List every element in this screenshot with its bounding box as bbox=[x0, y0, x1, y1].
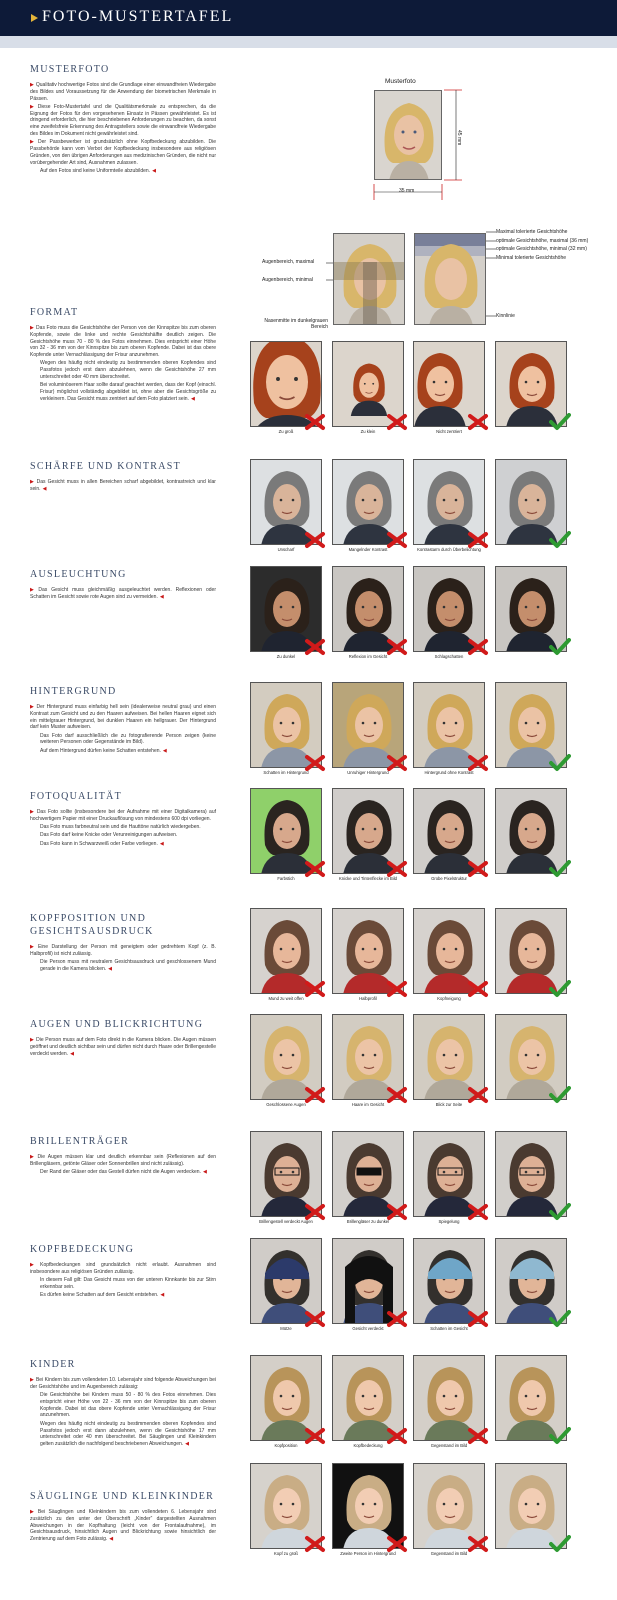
section-9 bbox=[30, 1243, 216, 1300]
reject-cross-icon bbox=[304, 1086, 326, 1104]
photo-row bbox=[250, 459, 590, 555]
approve-check-icon bbox=[549, 754, 571, 772]
photo-row bbox=[250, 1014, 590, 1110]
paragraph: Das Foto muss farbneutral sein und die Hauttöne natürlich wiedergeben. bbox=[40, 824, 201, 831]
reject-cross-icon bbox=[467, 754, 489, 772]
header-bar bbox=[0, 0, 617, 36]
section-10 bbox=[30, 1358, 216, 1449]
photo-caption: Blick zur Seite bbox=[435, 1102, 463, 1107]
example-photo bbox=[495, 341, 567, 437]
header-arrow-icon bbox=[31, 14, 38, 22]
example-photo bbox=[495, 566, 567, 662]
label-min-face-height: Minimal tolerierte Gesichtshöhe bbox=[496, 255, 567, 261]
paragraph: ▶ Das Gesicht muss gleichmäßig ausgeleuchtet werden. Reflexionen oder Schatten im Gesicht sowie rote Augen sind zu vermeiden. ◀ bbox=[30, 587, 216, 600]
section-title: FORMAT bbox=[30, 307, 79, 318]
photo-caption: Kopf zu groß bbox=[274, 1551, 298, 1556]
reject-cross-icon bbox=[304, 1535, 326, 1553]
photo-row bbox=[250, 1463, 590, 1559]
label-opt-max: optimale Gesichtshöhe, maximal (36 mm) bbox=[496, 238, 589, 244]
reject-cross-icon bbox=[386, 638, 408, 656]
photo-row bbox=[250, 788, 590, 884]
example-photo bbox=[413, 1355, 485, 1451]
paragraph: ▶ Das Foto muss die Gesichtshöhe der Person von der Kinnspitze bis zum oberen Kopfende, sowie die linke und rechte Gesichtshälfte deutlich zeigen. Die Gesichtshöhe muss 70 - 80 % des Fotos einnehmen. Dies entspricht einer Höhe von 32 - 36 mm von der Kinnspitze bis zum oberen Kopfende. Dabei ist das obere Kopfende unter Vernachlässigung der Frisur anzunehmen. bbox=[30, 325, 216, 359]
reject-cross-icon bbox=[304, 754, 326, 772]
paragraph: ▶ Bei Säuglingen und Kleinkindern bis zum vollendeten 6. Lebensjahr sind zusätzlich zu den unter der Überschrift „Kinder“ dargestellten Ausnahmen Abweichungen in der Kopfhaltung (leicht von der Frontalaufnahme), im Gesichtsausdruck, hinsichtlich Augen und Blickrichtung sowie hinsichtlich der Zentrierung auf dem Foto zulässig. ◀ bbox=[30, 1509, 216, 1543]
measure-guide-lines bbox=[300, 228, 500, 338]
section-11 bbox=[30, 1490, 216, 1544]
section-title: HINTERGRUND bbox=[30, 686, 117, 697]
paragraph: Auf den Fotos sind keine Uniformteile abzubilden. ◀ bbox=[40, 168, 156, 175]
label-nose-center: Nasenmitte im dunkelgrauen Bereich bbox=[264, 318, 328, 330]
section-5 bbox=[30, 790, 216, 849]
section-title: FOTOQUALITÄT bbox=[30, 791, 123, 802]
section-title: KINDER bbox=[30, 1359, 76, 1370]
reject-cross-icon bbox=[304, 980, 326, 998]
photo-row bbox=[250, 1238, 590, 1334]
paragraph: ▶ Das Gesicht muss in allen Bereichen scharf abgebildet, kontrastreich und klar sein. ◀ bbox=[30, 479, 216, 492]
photo-caption: Unruhiger Hintergrund bbox=[347, 770, 389, 775]
example-photo bbox=[332, 1463, 404, 1559]
paragraph: Die Person muss mit neutralem Gesichtsausdruck und geschlossenem Mund gerade in die Kamera blicken. ◀ bbox=[40, 959, 216, 972]
example-photo bbox=[495, 908, 567, 1004]
reject-cross-icon bbox=[304, 413, 326, 431]
section-title: AUGEN UND BLICKRICHTUNG bbox=[30, 1019, 204, 1030]
reject-cross-icon bbox=[386, 1310, 408, 1328]
photo-caption: Unscharf bbox=[277, 547, 295, 552]
example-photo bbox=[413, 788, 485, 884]
header-subbar bbox=[0, 36, 617, 48]
example-photo bbox=[250, 1014, 322, 1110]
photo-row bbox=[250, 908, 590, 1004]
label-eye-max: Augenbereich, maximal bbox=[262, 259, 315, 265]
photo-caption: Gegenstand im Bild bbox=[430, 1443, 468, 1448]
reject-cross-icon bbox=[467, 980, 489, 998]
section-1 bbox=[30, 306, 216, 404]
approve-check-icon bbox=[549, 1310, 571, 1328]
paragraph: Das Foto darf keine Knicke oder Verunreinigungen aufweisen. bbox=[40, 832, 178, 839]
example-photo bbox=[250, 788, 322, 884]
photo-caption: Gegenstand im Bild bbox=[430, 1551, 468, 1556]
example-photo bbox=[413, 1014, 485, 1110]
photo-caption: Nicht zentriert bbox=[436, 429, 462, 434]
example-photo bbox=[332, 1014, 404, 1110]
section-title: KOPFPOSITION UND GESICHTSAUSDRUCK bbox=[30, 913, 154, 937]
example-photo bbox=[495, 788, 567, 884]
example-photo bbox=[250, 1131, 322, 1227]
label-max-face-height: Maximal tolerierte Gesichtshöhe bbox=[496, 229, 568, 235]
example-photo bbox=[332, 566, 404, 662]
reject-cross-icon bbox=[467, 413, 489, 431]
reject-cross-icon bbox=[304, 1203, 326, 1221]
photo-row bbox=[250, 682, 590, 778]
photo-row bbox=[250, 566, 590, 662]
section-8 bbox=[30, 1135, 216, 1177]
section-musterfoto bbox=[30, 63, 216, 176]
photo-caption: Mütze bbox=[280, 1326, 292, 1331]
example-photo bbox=[250, 908, 322, 1004]
approve-check-icon bbox=[549, 1086, 571, 1104]
section-2 bbox=[30, 460, 216, 494]
paragraph: ▶ Eine Darstellung der Person mit geneigtem oder gedrehtem Kopf (z. B. Halbprofil) ist nicht zulässig. bbox=[30, 944, 216, 957]
paragraph: Das Foto darf ausschließlich die zu fotografierende Person zeigen (keine weiteren Personen oder Gegenstände im Bild). bbox=[40, 732, 216, 746]
approve-check-icon bbox=[549, 1535, 571, 1553]
paragraph: ▶ Der Passbewerber ist grundsätzlich ohne Kopfbedeckung abzubilden. Die Passbehörde kann vom Verbot der Kopfbedeckung insbesondere aus religiösen Gründen, von den übrigen Anforderungen aus medizinischen Gründen, die nicht nur vorübergehender Art sind, Ausnahmen zulassen. bbox=[30, 139, 216, 166]
section-7 bbox=[30, 1018, 216, 1059]
paragraph: ▶ Qualitativ hochwertige Fotos sind die Grundlage einer einwandfreien Wiedergabe des Bildes und Voraussetzung für die Anwendung der biometrischen Merkmale in Pässen. bbox=[30, 82, 216, 102]
example-photo bbox=[332, 341, 404, 437]
paragraph: Die Gesichtshöhe bei Kindern muss 50 - 80 % des Fotos einnehmen. Dies entspricht einer Höhe von 22 - 36 mm von der Kinnspitze bis zum oberen Kopfende. Dabei ist das obere Kopfende unter Vernachlässigung der Frisur anzunehmen. bbox=[40, 1392, 216, 1419]
example-photo bbox=[250, 341, 322, 437]
photo-row bbox=[250, 1131, 590, 1227]
example-photo bbox=[413, 341, 485, 437]
example-photo bbox=[495, 1463, 567, 1559]
photo-caption: Zu groß bbox=[278, 429, 294, 434]
example-photo bbox=[332, 1131, 404, 1227]
photo-caption: Knicke und Tintenflecke im Bild bbox=[339, 876, 397, 881]
reject-cross-icon bbox=[304, 531, 326, 549]
example-photo bbox=[413, 682, 485, 778]
reject-cross-icon bbox=[467, 1310, 489, 1328]
example-photo bbox=[332, 908, 404, 1004]
photo-caption: Farbstich bbox=[277, 876, 295, 881]
photo-caption: Kopfbedeckung bbox=[353, 1443, 383, 1448]
example-photo bbox=[495, 682, 567, 778]
section-4 bbox=[30, 685, 216, 756]
example-photo bbox=[413, 1463, 485, 1559]
photo-caption: Kopfposition bbox=[274, 1443, 298, 1448]
approve-check-icon bbox=[549, 860, 571, 878]
label-chin-line: Kinnlinie bbox=[496, 313, 515, 319]
paragraph: ▶ Die Person muss auf dem Foto direkt in die Kamera blicken. Die Augen müssen geöffnet und deutlich sichtbar sein und dürfen nicht durch Haare oder Brillengestelle verdeckt werden. ◀ bbox=[30, 1037, 216, 1057]
example-photo bbox=[332, 1238, 404, 1334]
approve-check-icon bbox=[549, 638, 571, 656]
photo-caption: Schatten im Hintergrund bbox=[263, 770, 309, 775]
photo-caption: Haare im Gesicht bbox=[351, 1102, 385, 1107]
photo-caption: Geschlossene Augen bbox=[266, 1102, 306, 1107]
section-title: MUSTERFOTO bbox=[30, 64, 110, 75]
reject-cross-icon bbox=[386, 1086, 408, 1104]
photo-caption: Brillengläser zu dunkel bbox=[346, 1219, 390, 1224]
example-photo bbox=[250, 1355, 322, 1451]
example-photo bbox=[413, 908, 485, 1004]
paragraph: Bei voluminöserem Haar sollte darauf geachtet werden, dass der Kopf (einschl. Frisur) möglichst vollständig abgebildet ist, ohne aber die Gesichtsgröße zu verkleinern. Das Gesicht muss zentriert auf dem Foto platziert sein. ◀ bbox=[40, 382, 216, 402]
paragraph: Es dürfen keine Schatten auf dem Gesicht entstehen. ◀ bbox=[40, 1292, 165, 1299]
photo-caption: Grobe Pixelstruktur bbox=[431, 876, 467, 881]
example-photo bbox=[250, 1463, 322, 1559]
photo-caption: Mangelnder Kontrast bbox=[348, 547, 388, 552]
section-title: AUSLEUCHTUNG bbox=[30, 569, 127, 580]
example-photo bbox=[413, 459, 485, 555]
photo-caption: Schatten im Gesicht bbox=[430, 1326, 468, 1331]
reject-cross-icon bbox=[386, 980, 408, 998]
sample-photo-label: Musterfoto bbox=[385, 78, 416, 85]
reject-cross-icon bbox=[467, 638, 489, 656]
reject-cross-icon bbox=[304, 638, 326, 656]
paragraph: ▶ Der Hintergrund muss einfarbig hell sein (idealerweise neutral grau) und einen Kontrast zum Gesicht und zu den Haaren aufweisen. Bei hellen Haaren eignet sich ein mittelgrauer Hintergrund, bei dunklen Haaren ein hellgrauer. Der Hintergrund darf kein Muster aufweisen. bbox=[30, 704, 216, 731]
example-photo bbox=[332, 1355, 404, 1451]
section-title: SÄUGLINGE UND KLEINKINDER bbox=[30, 1491, 215, 1502]
example-photo bbox=[495, 1131, 567, 1227]
photo-caption: Kontrastarm durch Überbelichtung bbox=[417, 547, 481, 552]
example-photo bbox=[495, 1014, 567, 1110]
section-title: BRILLENTRÄGER bbox=[30, 1136, 130, 1147]
paragraph: Auf dem Hintergrund dürfen keine Schatten entstehen. ◀ bbox=[40, 747, 167, 754]
example-photo bbox=[495, 1238, 567, 1334]
sample-dimension-lines bbox=[372, 86, 472, 206]
photo-row bbox=[250, 341, 590, 437]
paragraph: Der Rand der Gläser oder das Gestell dürfen nicht die Augen verdecken. ◀ bbox=[40, 1169, 207, 1176]
example-photo bbox=[413, 566, 485, 662]
approve-check-icon bbox=[549, 1427, 571, 1445]
width-label: 35 mm bbox=[399, 188, 415, 194]
example-photo bbox=[413, 1131, 485, 1227]
reject-cross-icon bbox=[386, 754, 408, 772]
paragraph: ▶ Diese Foto-Mustertafel und die Qualitätsmerkmale zu entsprechen, da die Eignung der Fotos für den vorgesehenen Einsatz in Pässen gewährleistet. Es ist dringend erforderlich, die hier beschriebenen Anforderungen zu beachten, da sonst eine zweifelsfreie Erkennung des Antragstellers sowie die einwandfreie Wiedergabe des Bildes im Dokument nicht gewährleistet sind. bbox=[30, 103, 216, 138]
reject-cross-icon bbox=[304, 1427, 326, 1445]
example-photo bbox=[250, 459, 322, 555]
reject-cross-icon bbox=[386, 1427, 408, 1445]
example-photo bbox=[250, 682, 322, 778]
reject-cross-icon bbox=[386, 413, 408, 431]
photo-caption: Reflexion im Gesicht bbox=[348, 654, 388, 659]
reject-cross-icon bbox=[467, 860, 489, 878]
photo-caption: Zu dunkel bbox=[276, 654, 296, 659]
paragraph: ▶ Das Foto sollte (insbesondere bei der Aufnahme mit einer Digitalkamera) auf hochwertigem Papier mit einer Druckauflösung von mindestens 600 dpi vorliegen. bbox=[30, 809, 216, 822]
paragraph: Wegen des häufig nicht eindeutig zu bestimmenden oberen Kopfendes sind Passfotos jedoch erst dann abzulehnen, wenn die Gesichtshöhe 17 mm unterschreitet oder 40 mm überschreitet. Bei Säuglingen und Kleinkindern gelten zusätzlich die nachfolgend beschriebenen Abweichungen. ◀ bbox=[40, 1420, 216, 1448]
photo-caption: Gesicht verdeckt bbox=[352, 1326, 384, 1331]
example-photo bbox=[413, 1238, 485, 1334]
photo-caption: Spiegelung bbox=[438, 1219, 460, 1224]
page-title: FOTO-MUSTERTAFEL bbox=[42, 8, 234, 25]
photo-caption: Zweite Person im Hintergrund bbox=[340, 1551, 396, 1556]
reject-cross-icon bbox=[386, 1535, 408, 1553]
example-photo bbox=[495, 459, 567, 555]
photo-caption: Brillengestell verdeckt Augen bbox=[259, 1219, 313, 1224]
photo-row bbox=[250, 1355, 590, 1451]
label-eye-min: Augenbereich, minimal bbox=[262, 277, 313, 283]
example-photo bbox=[332, 459, 404, 555]
approve-check-icon bbox=[549, 413, 571, 431]
label-opt-min: optimale Gesichtshöhe, minimal (32 mm) bbox=[496, 246, 587, 252]
photo-caption: Hintergrund ohne Kontrast bbox=[424, 770, 474, 775]
height-label: 45 mm bbox=[456, 130, 462, 146]
reject-cross-icon bbox=[467, 1427, 489, 1445]
photo-caption: Mund zu weit offen bbox=[268, 996, 304, 1001]
section-title: KOPFBEDECKUNG bbox=[30, 1244, 135, 1255]
section-3 bbox=[30, 568, 216, 602]
reject-cross-icon bbox=[467, 1086, 489, 1104]
paragraph: ▶ Die Augen müssen klar und deutlich erkennbar sein (Reflexionen auf den Brillengläsern, getönte Gläser oder Sonnenbrillen sind nicht zulässig). bbox=[30, 1154, 216, 1167]
approve-check-icon bbox=[549, 531, 571, 549]
approve-check-icon bbox=[549, 980, 571, 998]
section-6 bbox=[30, 912, 216, 974]
paragraph: Wegen des häufig nicht eindeutig zu bestimmenden oberen Kopfendes sind Passfotos jedoch erst dann abzulehnen, wenn die Gesichtshöhe 27 mm unterschreitet oder 40 mm überschreitet. bbox=[40, 360, 216, 381]
reject-cross-icon bbox=[304, 1310, 326, 1328]
photo-caption: Schlagschatten bbox=[434, 654, 464, 659]
example-photo bbox=[332, 682, 404, 778]
paragraph: ▶ Bei Kindern bis zum vollendeten 10. Lebensjahr sind folgende Abweichungen bei der Gesichtshöhe und im Augenbereich zulässig: bbox=[30, 1377, 216, 1390]
reject-cross-icon bbox=[467, 1535, 489, 1553]
example-photo bbox=[332, 788, 404, 884]
reject-cross-icon bbox=[386, 1203, 408, 1221]
reject-cross-icon bbox=[467, 531, 489, 549]
approve-check-icon bbox=[549, 1203, 571, 1221]
paragraph: Das Foto kann in Schwarzweiß oder Farbe vorliegen. ◀ bbox=[40, 840, 164, 847]
reject-cross-icon bbox=[386, 860, 408, 878]
example-photo bbox=[495, 1355, 567, 1451]
reject-cross-icon bbox=[386, 531, 408, 549]
example-photo bbox=[250, 566, 322, 662]
example-photo bbox=[250, 1238, 322, 1334]
reject-cross-icon bbox=[467, 1203, 489, 1221]
photo-caption: Halbprofil bbox=[359, 996, 377, 1001]
photo-caption: Kopfneigung bbox=[437, 996, 461, 1001]
photo-caption: Zu klein bbox=[360, 429, 376, 434]
reject-cross-icon bbox=[304, 860, 326, 878]
section-title: SCHÄRFE UND KONTRAST bbox=[30, 461, 182, 472]
paragraph: ▶ Kopfbedeckungen sind grundsätzlich nicht erlaubt. Ausnahmen sind insbesondere aus religiösen Gründen zulässig. bbox=[30, 1262, 216, 1275]
paragraph: In diesem Fall gilt: Das Gesicht muss von der unteren Kinnkante bis zur Stirn erkennbar sein. bbox=[40, 1277, 216, 1290]
